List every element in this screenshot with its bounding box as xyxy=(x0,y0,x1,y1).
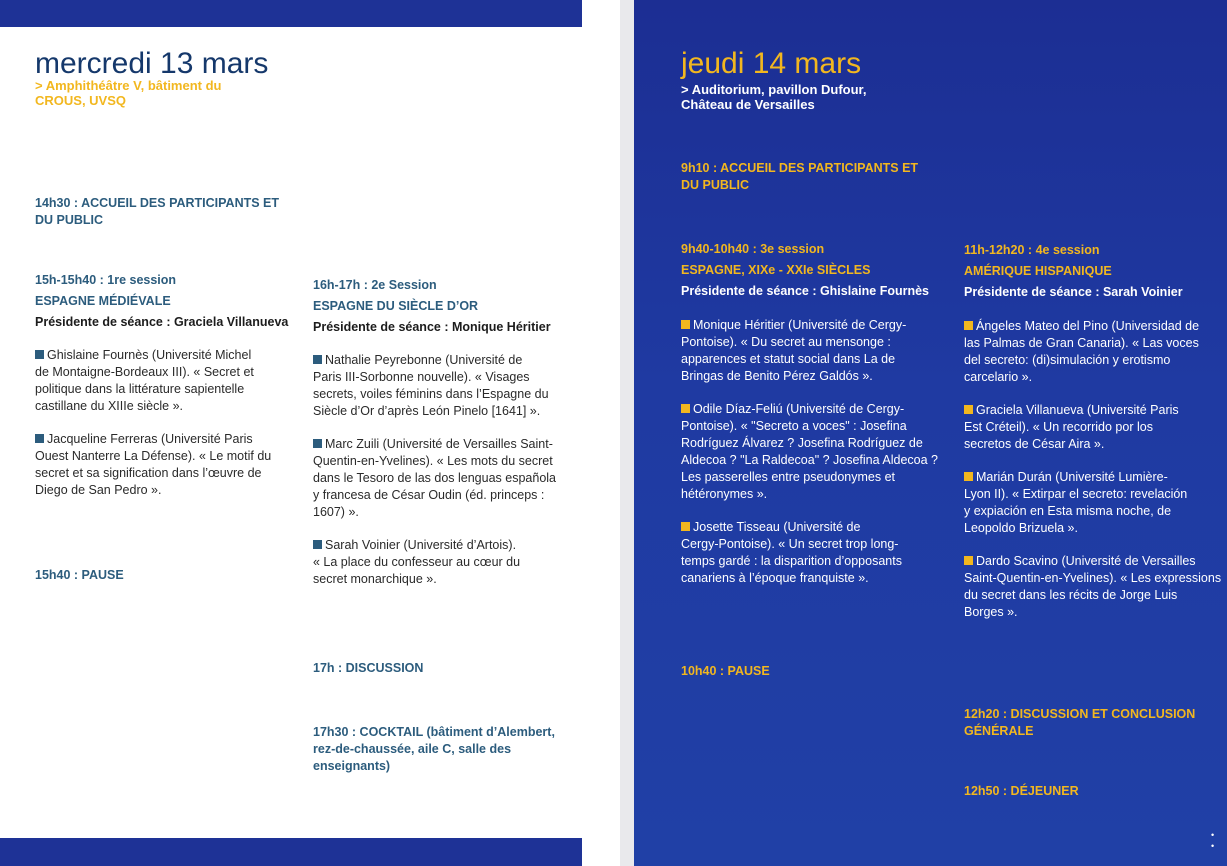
talk-ferreras: Jacqueline Ferreras (Université Paris Ouest Nanterre La Défense). « Le motif du secret et sa signification dans l’œuvre de Diego de San Pedro ». xyxy=(35,432,272,497)
day-title-wednesday: mercredi 13 mars xyxy=(35,47,269,80)
bullet-square-icon xyxy=(35,434,44,443)
session-1 xyxy=(35,272,300,499)
pause-thursday: 10h40 : PAUSE xyxy=(681,664,770,678)
bullet-square-icon xyxy=(681,320,690,329)
talk-villanueva: Graciela Villanueva (Université Paris Est Créteil). « Un recorrido por los secretos de César Aira ». xyxy=(964,403,1179,451)
day-title-thursday: jeudi 14 mars xyxy=(681,47,862,80)
page-fold xyxy=(620,0,634,866)
session-theme: AMÉRIQUE HISPANIQUE xyxy=(964,264,1112,278)
talk-scavino: Dardo Scavino (Université de Versailles Saint-Quentin-en-Yvelines). « Les expressions du secret dans les récits de Jorge Luis Borges ». xyxy=(964,554,1222,619)
session-president: Présidente de séance : Graciela Villanueva xyxy=(35,315,289,329)
session-theme: ESPAGNE, XIXe - XXIe SIÈCLES xyxy=(681,263,871,277)
bullet-square-icon xyxy=(35,350,44,359)
session-3 xyxy=(681,241,946,587)
bullet-square-icon xyxy=(964,472,973,481)
bullet-square-icon xyxy=(313,540,322,549)
session-time: 15h-15h40 : 1re session xyxy=(35,273,177,287)
bullet-square-icon xyxy=(313,439,322,448)
session-time: 9h40-10h40 : 3e session xyxy=(681,242,825,256)
session-president: Présidente de séance : Monique Héritier xyxy=(313,320,551,334)
cocktail: 17h30 : COCKTAIL (bâtiment d’Alembert, rez-de-chaussée, aile C, salle des enseignants) xyxy=(313,725,555,773)
bullet-square-icon xyxy=(313,355,322,364)
bullet-square-icon xyxy=(681,522,690,531)
talk-tisseau: Josette Tisseau (Université de Cergy-Pontoise). « Un secret trop long- temps gardé : la disparition d’opposants canariens à l’époque franquiste ». xyxy=(681,520,902,585)
welcome-thursday: 9h10 : ACCUEIL DES PARTICIPANTS ET DU PUBLIC xyxy=(681,161,919,192)
top-band xyxy=(0,0,582,27)
talk-zuili: Marc Zuili (Université de Versailles Saint- Quentin-en-Yvelines). « Les mots du secret dans le Tesoro de las dos lenguas española y francesa de César Oudin (éd. princeps : 1607) ». xyxy=(313,437,556,519)
session-president: Présidente de séance : Sarah Voinier xyxy=(964,285,1183,299)
conclusion: 12h20 : DISCUSSION ET CONCLUSION GÉNÉRALE xyxy=(964,707,1196,738)
talk-mateo-del-pino: Ángeles Mateo del Pino (Universidad de las Palmas de Gran Canaria). « Las voces del secreto: (di)simulación y erotismo carcelario ». xyxy=(964,319,1200,384)
pause-wednesday: 15h40 : PAUSE xyxy=(35,568,124,582)
venue-wednesday: > Amphithéâtre V, bâtiment du CROUS, UVSQ xyxy=(35,78,222,108)
discussion-wednesday: 17h : DISCUSSION xyxy=(313,661,424,675)
talk-peyrebonne: Nathalie Peyrebonne (Université de Paris III-Sorbonne nouvelle). « Visages secrets, voiles féminins dans l’Espagne du Siècle d’Or d’après León Pinelo [1641] ». xyxy=(313,353,549,418)
talk-heritier: Monique Héritier (Université de Cergy- Pontoise). « Du secret au mensonge : apparences et statut social dans La de Bringas de Benito Pérez Galdós ». xyxy=(681,318,907,383)
session-theme: ESPAGNE DU SIÈCLE D’OR xyxy=(313,299,479,313)
venue-thursday: > Auditorium, pavillon Dufour, Château de Versailles xyxy=(681,82,867,112)
talk-voinier: Sarah Voinier (Université d’Artois). « La place du confesseur au cœur du secret monarchique ». xyxy=(313,538,521,586)
talk-duran: Marián Durán (Université Lumière- Lyon II). « Extirpar el secreto: revelación y expiación en Esta misma noche, de Leopoldo Brizuela ». xyxy=(964,470,1188,535)
talk-diaz-feliu: Odile Díaz-Feliú (Université de Cergy- Pontoise). « "Secreto a voces" : Josefina Rodríguez Álvarez ? Josefina Rodríguez de Aldecoa ? "La Raldecoa" ? Josefina Aldecoa ? Les passerelles entre pseudonymes et hétéronymes ». xyxy=(681,402,938,501)
welcome-wednesday: 14h30 : ACCUEIL DES PARTICIPANTS ET DU PUBLIC xyxy=(35,196,280,227)
session-2 xyxy=(313,277,583,588)
bullet-square-icon xyxy=(964,321,973,330)
session-theme: ESPAGNE MÉDIÉVALE xyxy=(35,294,171,308)
bullet-square-icon xyxy=(964,405,973,414)
session-4 xyxy=(964,242,1226,621)
bottom-band xyxy=(0,838,582,866)
session-time: 16h-17h : 2e Session xyxy=(313,278,437,292)
right-page xyxy=(634,0,1227,866)
session-president: Présidente de séance : Ghislaine Fournès xyxy=(681,284,930,298)
fold-marks: • • xyxy=(1211,830,1215,851)
bullet-square-icon xyxy=(681,404,690,413)
talk-fournes: Ghislaine Fournès (Université Michel de Montaigne-Bordeaux III). « Secret et politique dans la littérature sapientelle castillane du XIIIe siècle ». xyxy=(35,348,254,413)
lunch: 12h50 : DÉJEUNER xyxy=(964,784,1079,798)
session-time: 11h-12h20 : 4e session xyxy=(964,243,1100,257)
bullet-square-icon xyxy=(964,556,973,565)
